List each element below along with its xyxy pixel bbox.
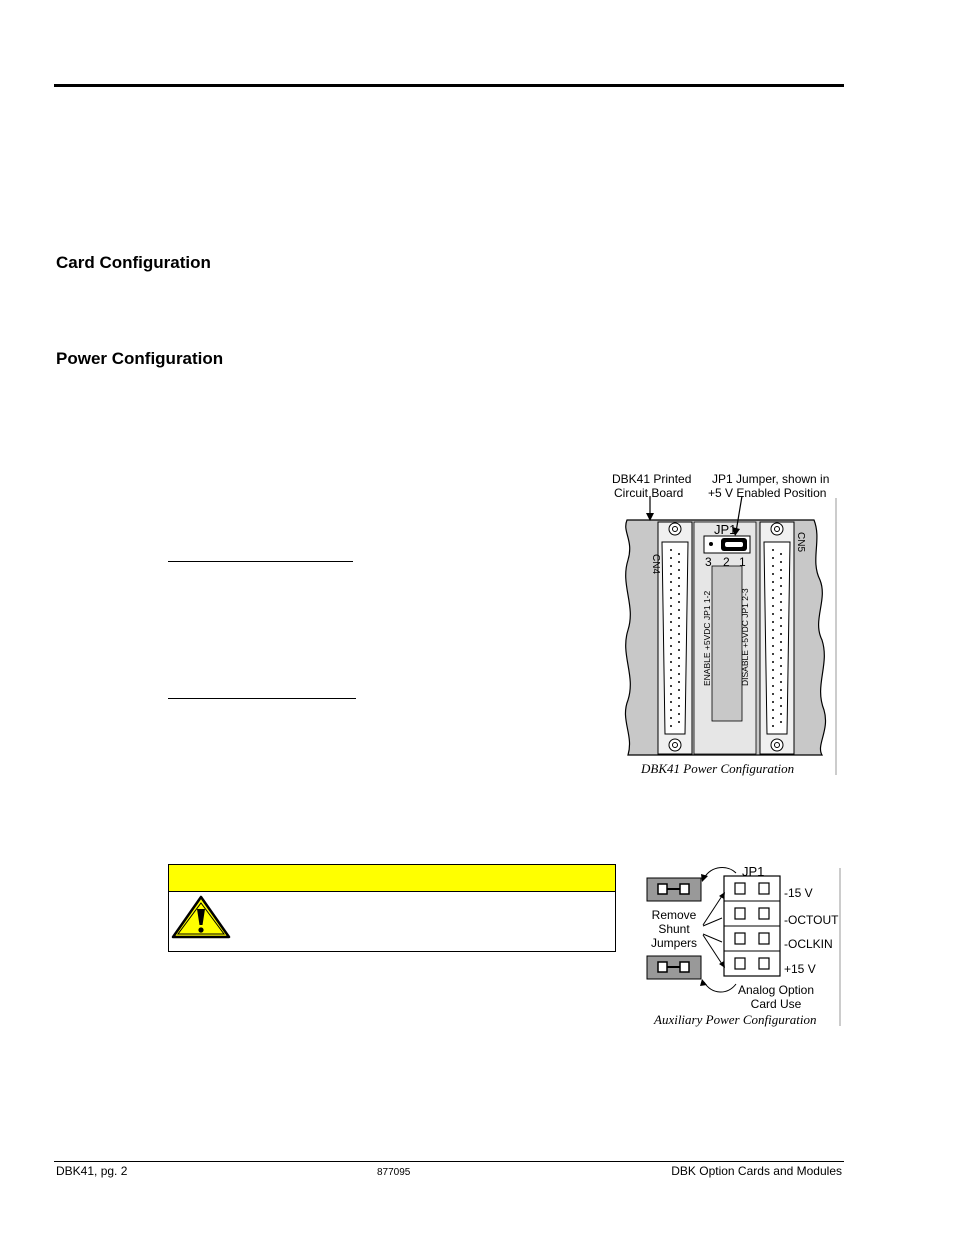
footer-manual-title: DBK Option Cards and Modules: [671, 1164, 842, 1178]
heading-power-configuration: Power Configuration: [56, 349, 224, 368]
pin-2-label: 2: [723, 555, 730, 569]
pcb-label: DBK41 Printed Circuit Board: [612, 472, 692, 500]
pin-label-plus-15v: +15 V: [784, 962, 816, 976]
pcb-diagram: [600, 470, 840, 780]
figure1-caption: DBK41 Power Configuration: [641, 761, 795, 776]
jp1-jumper-label: JP1 Jumper, shown in +5 V Enabled Position: [708, 472, 830, 500]
cn5-label: CN5: [795, 532, 806, 553]
warning-triangle-icon: [171, 895, 231, 939]
footer-page-label: DBK41, pg. 2: [56, 1164, 128, 1178]
jp1-label: JP1: [714, 522, 737, 537]
heading-card-configuration: Card Configuration: [56, 253, 211, 272]
enable-label: ENABLE +5VDC JP1 1-2: [702, 590, 712, 686]
figure2-caption: Auxiliary Power Configuration: [654, 1012, 817, 1027]
pin-label-oclkin: -OCLKIN: [784, 937, 833, 951]
analog-option-label: Analog Option Card Use: [737, 983, 815, 1011]
figure-dbk41-power-configuration: [600, 470, 840, 780]
aux-jp1-label: JP1: [742, 864, 765, 879]
pin-1-label: 1: [739, 555, 746, 569]
pin-3-label: 3: [705, 555, 712, 569]
figure-auxiliary-power-configuration: [640, 860, 846, 1030]
footer-doc-number: 877095: [377, 1167, 411, 1178]
warning-box: [168, 864, 616, 952]
pin-label-minus-15v: -15 V: [784, 886, 813, 900]
warning-header-bar: [169, 865, 615, 892]
footer-rule: [54, 1161, 844, 1162]
blank-underline-2: [168, 698, 356, 699]
top-rule: [54, 84, 844, 87]
pin-label-octout: -OCTOUT: [784, 913, 839, 927]
disable-label: DISABLE +5VDC JP1 2-3: [740, 588, 750, 686]
blank-underline-1: [168, 561, 353, 562]
cn4-label: CN4: [650, 554, 661, 575]
remove-shunt-label: Remove Shunt Jumpers: [650, 908, 697, 950]
